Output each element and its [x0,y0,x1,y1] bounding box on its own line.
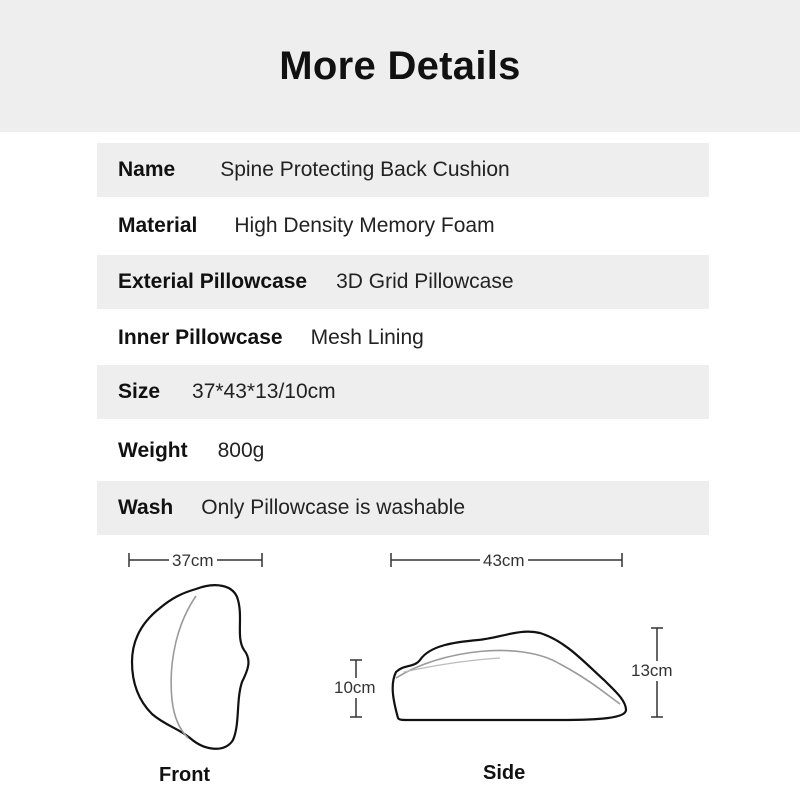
page-title: More Details [279,43,521,88]
front-width-label: 37cm [169,551,217,571]
spec-label: Size [118,380,161,403]
front-caption: Front [159,764,211,786]
spec-value: Spine Protecting Back Cushion [220,158,510,181]
side-high-height-label: 13cm [628,661,676,681]
spec-value: 800g [217,439,265,462]
spec-value: Only Pillowcase is washable [201,496,466,519]
spec-value: High Density Memory Foam [234,214,495,237]
side-caption: Side [483,762,526,784]
spec-label: Exterial Pillowcase [118,270,308,293]
side-length-label: 43cm [480,551,528,571]
spec-label: Name [118,158,176,181]
side-low-height-label: 10cm [331,678,379,698]
spec-label: Weight [118,439,188,462]
spec-value: 37*43*13/10cm [192,380,336,403]
spec-label: Inner Pillowcase [118,326,283,349]
front-view-cushion-illustration [132,585,248,749]
spec-label: Wash [118,496,174,519]
spec-value: Mesh Lining [310,326,424,349]
side-view-cushion-illustration [393,632,626,720]
spec-label: Material [118,214,198,237]
spec-value: 3D Grid Pillowcase [336,270,514,293]
